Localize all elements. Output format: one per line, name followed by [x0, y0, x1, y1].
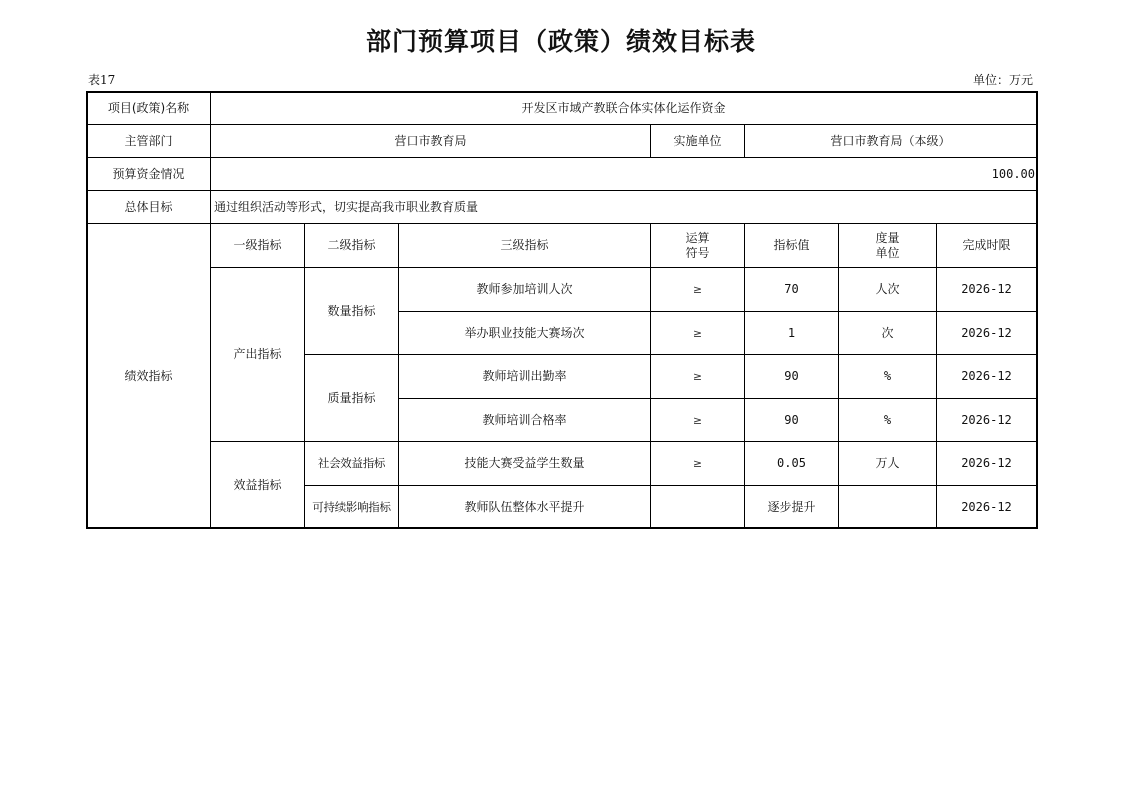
goal-row: [87, 191, 1037, 224]
indicator-name: 教师培训合格率: [399, 399, 651, 442]
overall-goal-label: 总体目标: [87, 191, 211, 224]
project-name-label: 项目(政策)名称: [87, 92, 211, 125]
indicator-operator: ≥: [651, 355, 745, 399]
indicator-unit: 次: [839, 312, 937, 355]
indicator-deadline: 2026-12: [937, 399, 1037, 442]
header-value: 指标值: [745, 224, 839, 268]
indicator-unit: %: [839, 355, 937, 399]
budget-value: 100.00: [211, 158, 1037, 191]
indicator-value: 90: [745, 399, 839, 442]
indicator-unit: %: [839, 399, 937, 442]
performance-indicator-label: 绩效指标: [87, 224, 211, 529]
header-operator-line2: 符号: [685, 245, 710, 260]
project-row: [87, 92, 1037, 125]
indicator-name: 教师队伍整体水平提升: [399, 486, 651, 529]
budget-label: 预算资金情况: [87, 158, 211, 191]
unit-label: 单位：万元: [972, 73, 1033, 87]
header-deadline: 完成时限: [937, 224, 1037, 268]
group-output: 产出指标: [211, 268, 305, 442]
group-sustainable-impact: 可持续影响指标: [305, 486, 399, 529]
indicator-name: 教师参加培训人次: [399, 268, 651, 312]
group-social-benefit: 社会效益指标: [305, 442, 399, 486]
indicator-unit: 万人: [839, 442, 937, 486]
page-title: 部门预算项目（政策）绩效目标表: [365, 27, 756, 56]
indicator-deadline: 2026-12: [937, 355, 1037, 399]
indicator-row: [87, 442, 1037, 486]
indicator-deadline: 2026-12: [937, 442, 1037, 486]
indicator-value: 1: [745, 312, 839, 355]
indicator-operator: ≥: [651, 442, 745, 486]
indicator-value: 0.05: [745, 442, 839, 486]
indicator-name: 教师培训出勤率: [399, 355, 651, 399]
group-quantity: 数量指标: [305, 268, 399, 355]
indicator-unit: 人次: [839, 268, 937, 312]
indicator-name: 举办职业技能大赛场次: [399, 312, 651, 355]
indicator-row: [87, 268, 1037, 312]
department-row: [87, 125, 1037, 158]
indicator-header-row: [87, 224, 1037, 268]
indicator-deadline: 2026-12: [937, 486, 1037, 529]
overall-goal-value: 通过组织活动等形式，切实提高我市职业教育质量: [211, 191, 1037, 224]
implementer-value: 营口市教育局（本级）: [745, 125, 1037, 158]
group-quality: 质量指标: [305, 355, 399, 442]
project-name-value: 开发区市域产教联合体实体化运作资金: [211, 92, 1037, 125]
header-level1: 一级指标: [211, 224, 305, 268]
indicator-value: 逐步提升: [745, 486, 839, 529]
indicator-operator: [651, 486, 745, 529]
table-number: 表17: [88, 73, 116, 87]
indicator-operator: ≥: [651, 399, 745, 442]
indicator-deadline: 2026-12: [937, 312, 1037, 355]
header-unit-line1: 度量: [875, 230, 900, 245]
indicator-value: 70: [745, 268, 839, 312]
indicator-value: 90: [745, 355, 839, 399]
indicator-deadline: 2026-12: [937, 268, 1037, 312]
header-level3: 三级指标: [399, 224, 651, 268]
header-operator-line1: 运算: [685, 230, 710, 245]
header-unit: [839, 224, 937, 268]
header-operator: [651, 224, 745, 268]
department-label: 主管部门: [87, 125, 211, 158]
budget-row: [87, 158, 1037, 191]
department-value: 营口市教育局: [211, 125, 651, 158]
indicator-operator: ≥: [651, 268, 745, 312]
header-unit-line2: 单位: [875, 245, 900, 260]
performance-table: [86, 91, 1037, 529]
indicator-unit: [839, 486, 937, 529]
implementer-label: 实施单位: [651, 125, 745, 158]
indicator-name: 技能大赛受益学生数量: [399, 442, 651, 486]
header-level2: 二级指标: [305, 224, 399, 268]
group-benefit: 效益指标: [211, 442, 305, 529]
indicator-operator: ≥: [651, 312, 745, 355]
